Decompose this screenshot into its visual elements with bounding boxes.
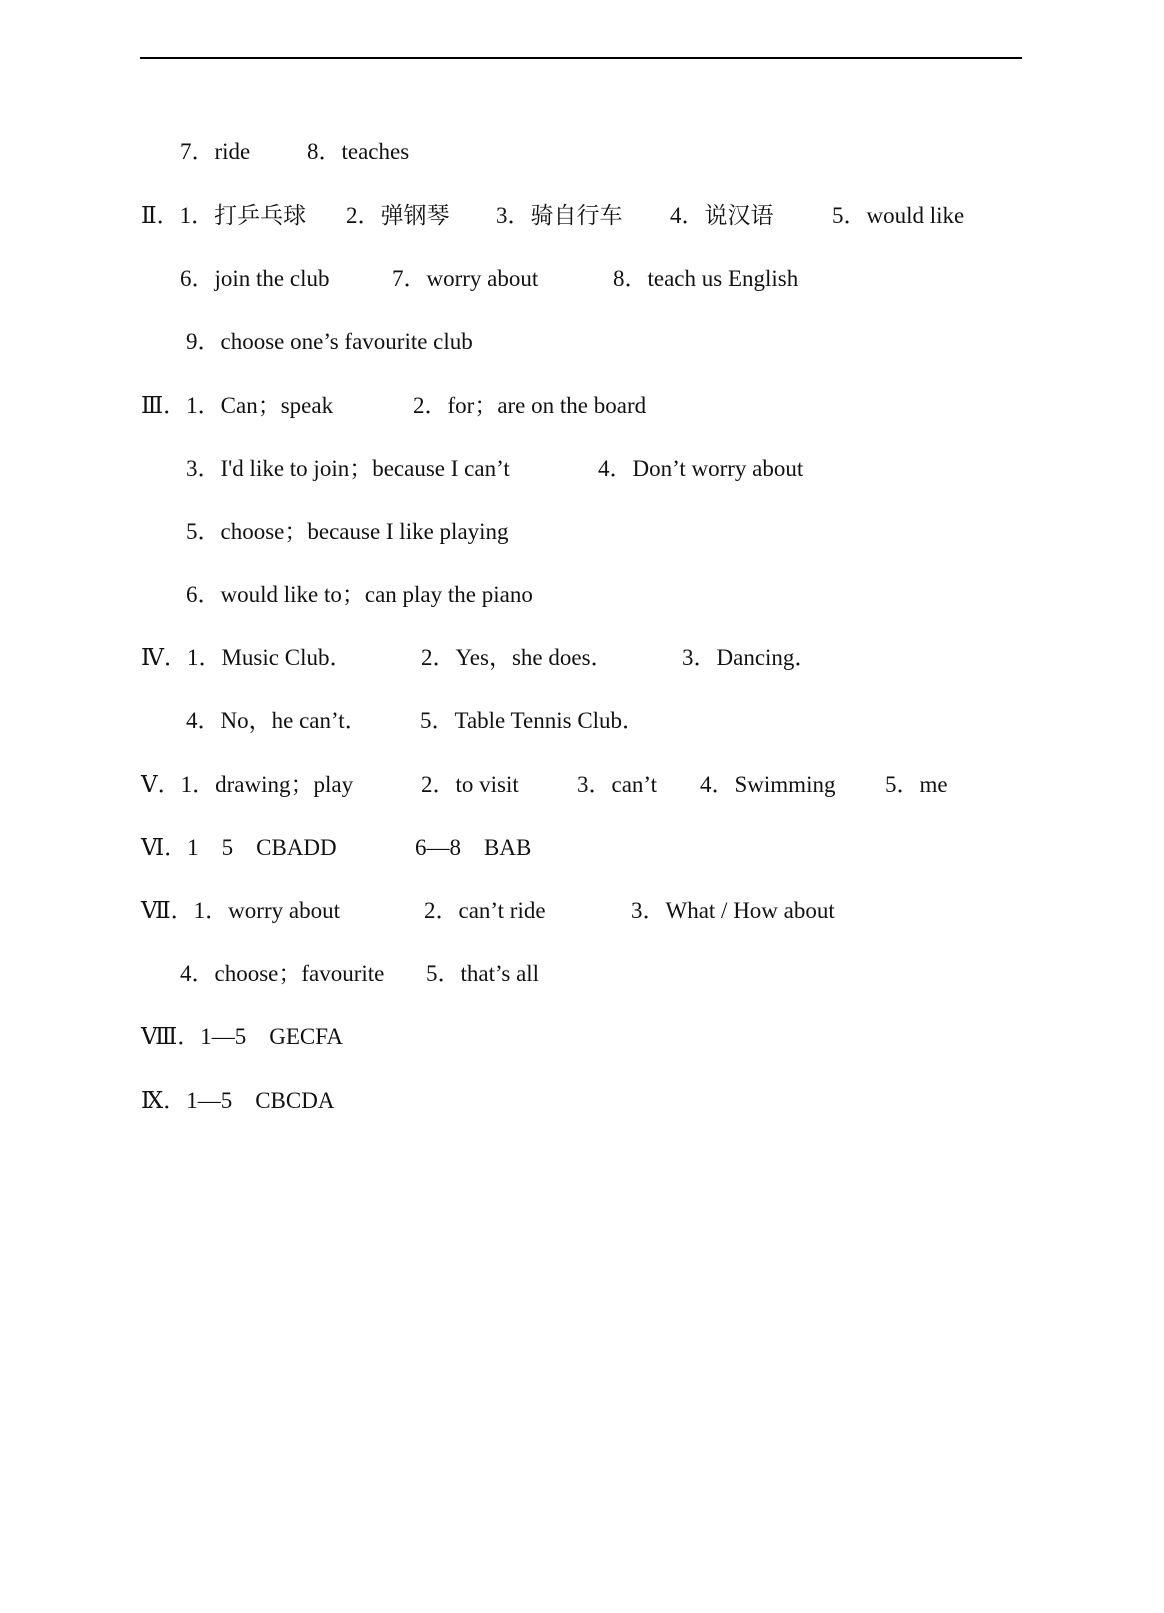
answer-segment: Ⅸ．1—5 CBCDA bbox=[141, 1088, 335, 1113]
answer-segment: 9．choose one’s favourite club bbox=[186, 329, 473, 354]
answer-segment: 5．would like bbox=[832, 203, 965, 228]
answer-segment: 4．Don’t worry about bbox=[598, 456, 804, 481]
answer-segment: 4．Swimming bbox=[700, 772, 836, 797]
answer-segment: 5．choose；because I like playing bbox=[186, 519, 509, 544]
answer-segment: 3．I'd like to join；because I can’t bbox=[186, 456, 510, 481]
answer-segment: 8．teach us English bbox=[613, 266, 799, 291]
answer-segment: 2．弹钢琴 bbox=[346, 203, 450, 228]
answer-segment: 6．would like to；can play the piano bbox=[186, 582, 533, 607]
answer-segment: 4．choose；favourite bbox=[180, 961, 385, 986]
answer-segment: Ⅲ．1．Can；speak bbox=[141, 393, 334, 418]
answer-segment: Ⅳ．1．Music Club． bbox=[141, 645, 353, 670]
answer-segment: 3．骑自行车 bbox=[496, 203, 623, 228]
answer-segment: 3．Dancing． bbox=[682, 645, 818, 670]
answer-segment: 2．can’t ride bbox=[424, 898, 546, 923]
answer-segment: 7．ride bbox=[180, 139, 251, 164]
answer-segment: 2．for；are on the board bbox=[413, 393, 647, 418]
answer-segment: 4．No，he can’t． bbox=[186, 708, 368, 733]
answer-segment: 4．说汉语 bbox=[670, 203, 774, 228]
answer-segment: Ⅵ．1 5 CBADD bbox=[141, 835, 337, 860]
answer-segment: 3．What / How about bbox=[631, 898, 835, 923]
answer-segment: 2．Yes，she does． bbox=[421, 645, 614, 670]
answer-segment: 3．can’t bbox=[577, 772, 658, 797]
answer-segment: 7．worry about bbox=[392, 266, 539, 291]
answer-segment: Ⅴ．1．drawing；play bbox=[141, 772, 354, 797]
answer-segment: Ⅱ．1．打乒乓球 bbox=[141, 203, 307, 228]
answer-segment: 8．teaches bbox=[307, 139, 410, 164]
answer-segment: 6．join the club bbox=[180, 266, 330, 291]
answer-segment: 5．me bbox=[885, 772, 948, 797]
header-rule bbox=[140, 57, 1022, 59]
answer-segment: 6—8 BAB bbox=[415, 835, 532, 860]
answer-segment: Ⅶ．1．worry about bbox=[141, 898, 340, 923]
answer-segment: 5．Table Tennis Club． bbox=[420, 708, 646, 733]
answer-segment: 2．to visit bbox=[421, 772, 519, 797]
answer-segment: 5．that’s all bbox=[426, 961, 540, 986]
answer-segment: Ⅷ．1—5 GECFA bbox=[141, 1024, 343, 1049]
